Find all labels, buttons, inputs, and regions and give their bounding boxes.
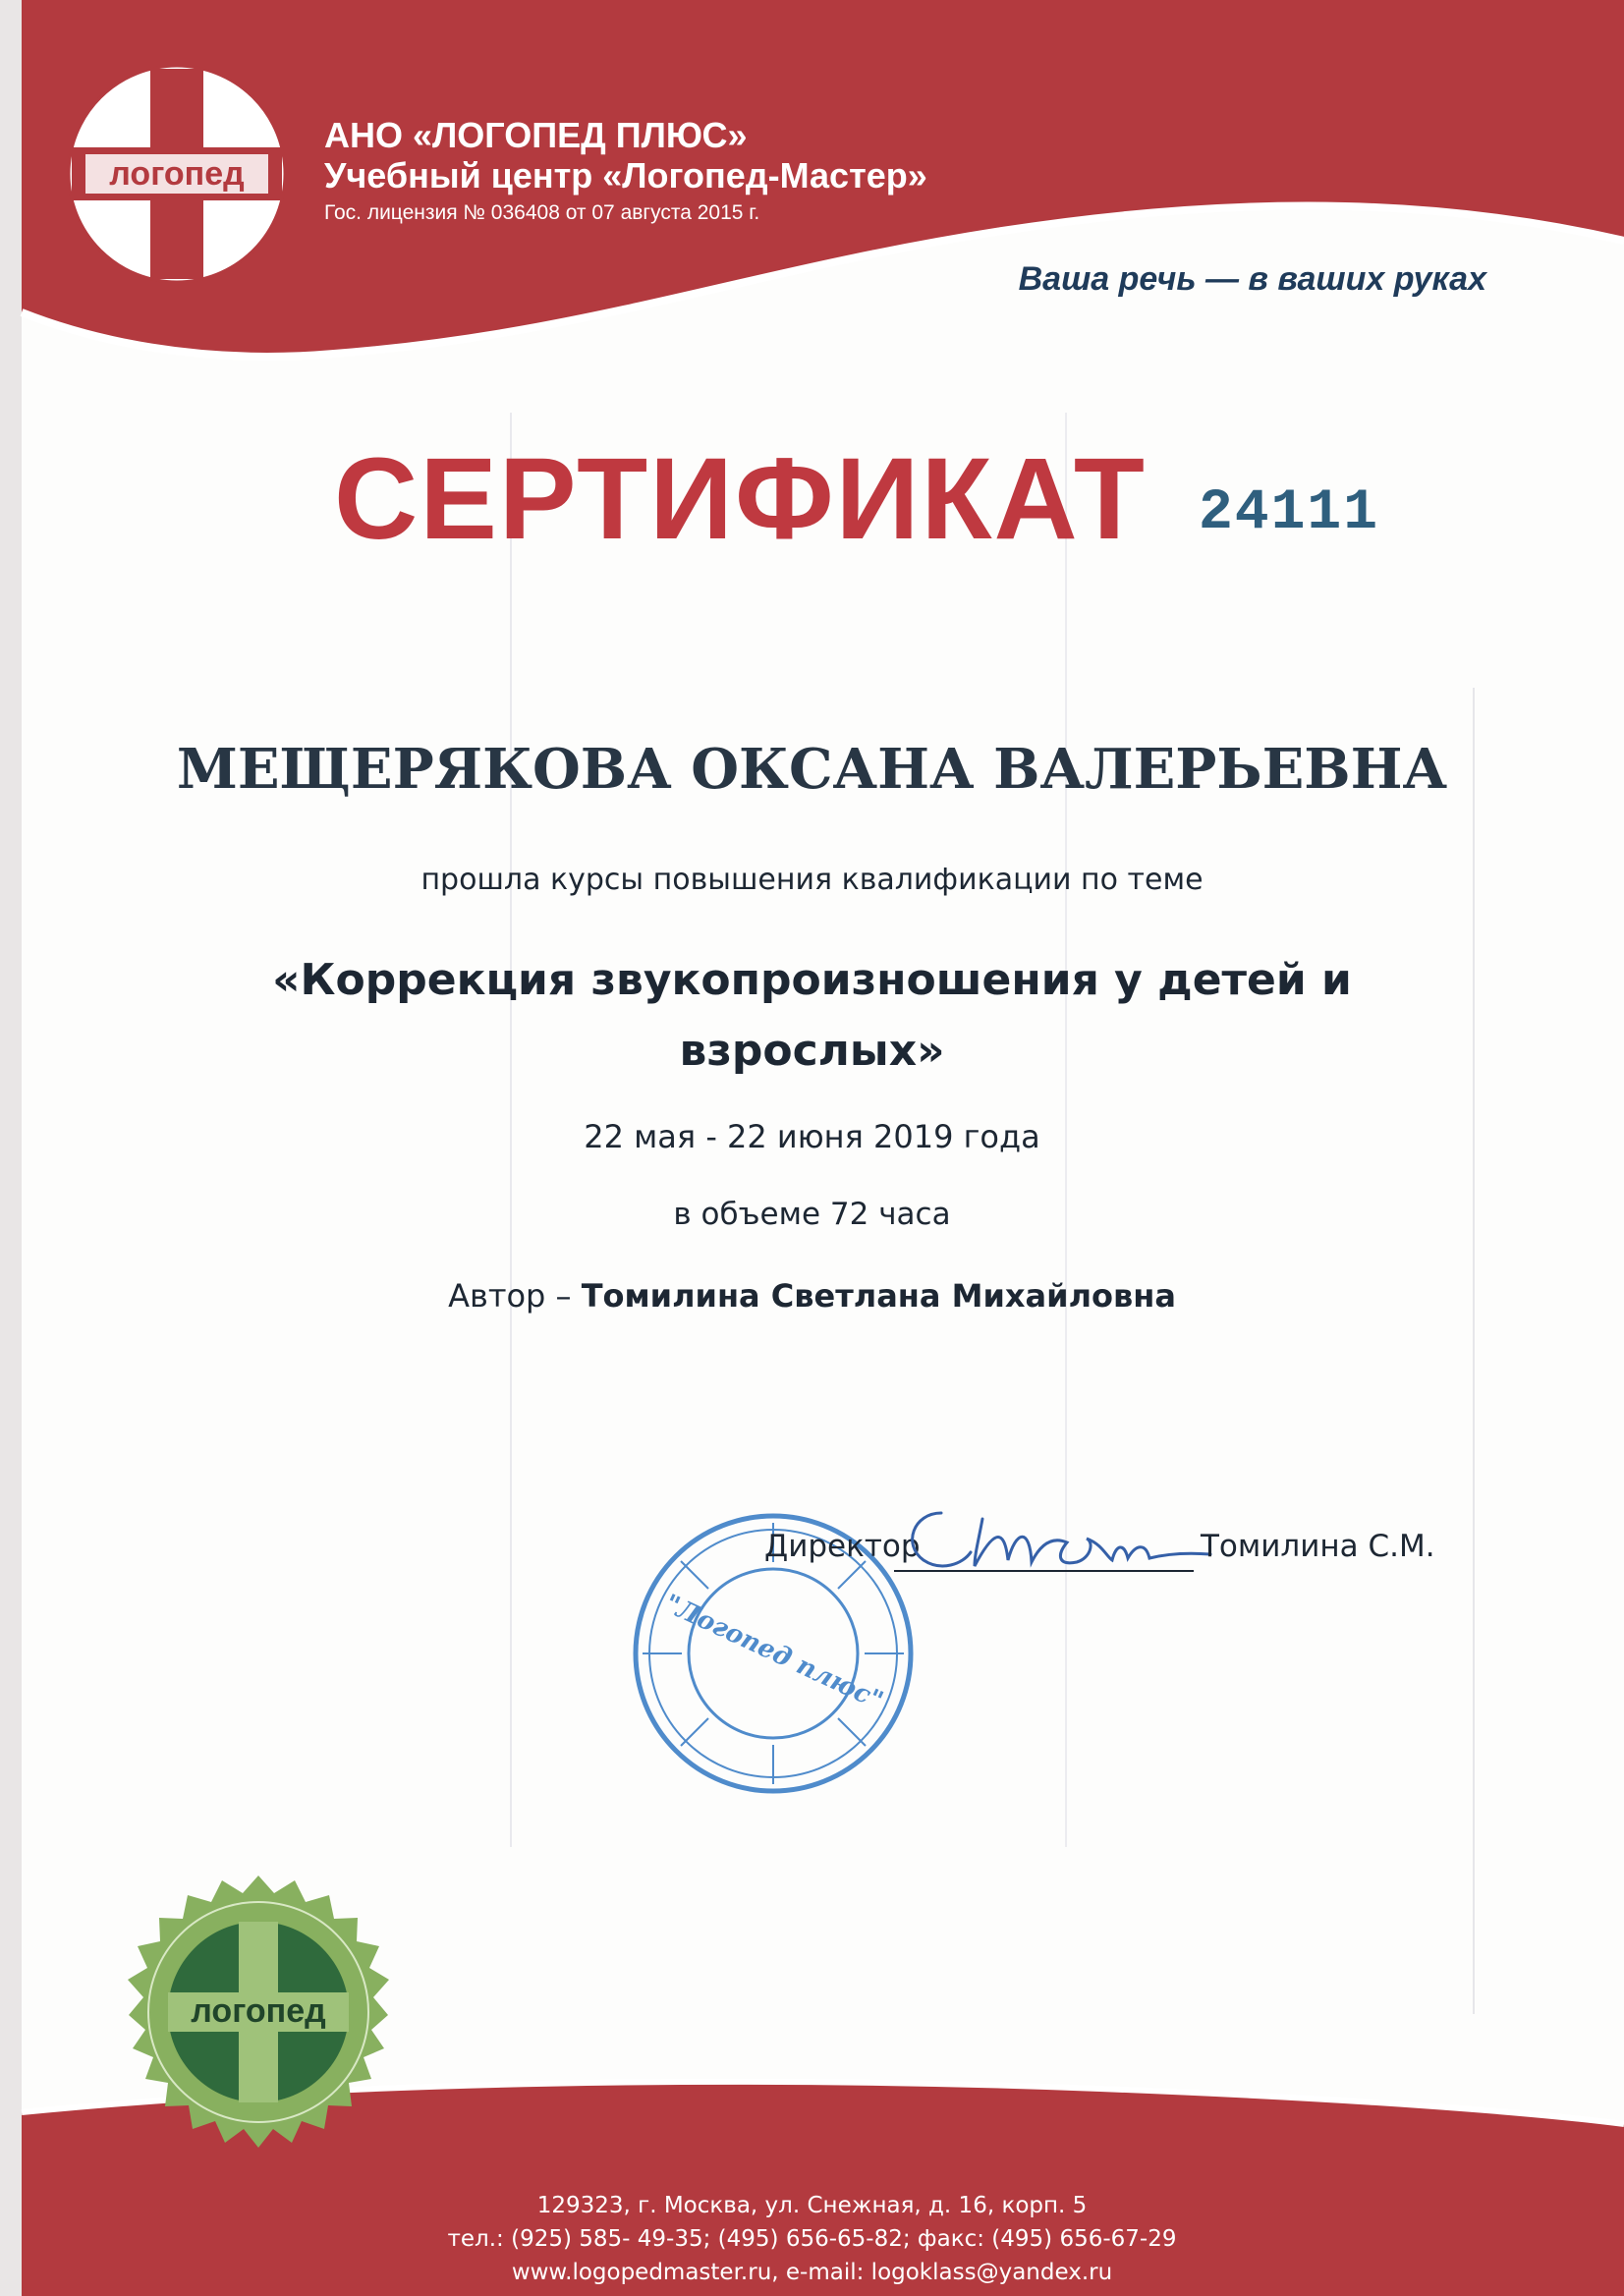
stamp-center-text: "Логопед плюс": [659, 1589, 888, 1716]
logo-icon: [64, 61, 290, 287]
course-title-line-2: взрослых»: [679, 1026, 945, 1076]
footer-web: www.logopedmaster.ru, e-mail: logoklass@yandex.ru: [511, 2260, 1113, 2285]
certificate-title: СЕРТИФИКАТ: [334, 434, 1147, 564]
director-label: Директор: [764, 1529, 921, 1564]
green-seal-icon: [106, 1872, 411, 2176]
signature-icon: [884, 1484, 1218, 1601]
organization-block: [324, 116, 927, 230]
course-dates: 22 мая - 22 июня 2019 года: [584, 1118, 1040, 1155]
footer-phones: тел.: (925) 585- 49-35; (495) 656-65-82; факс: (495) 656-67-29: [447, 2226, 1177, 2252]
intro-text: прошла курсы повышения квалификации по теме: [420, 863, 1204, 897]
course-title-line-1: «Коррекция звукопроизношения у детей и: [272, 955, 1352, 1005]
author-line: [0, 1277, 1624, 1315]
course-title: [0, 945, 1624, 1087]
course-volume: в объеме 72 часа: [673, 1197, 951, 1232]
logo-text: логопед: [109, 155, 245, 193]
director-name: Томилина С.М.: [1201, 1529, 1435, 1564]
certificate-number: 24111: [1199, 481, 1380, 545]
footer-contacts: [0, 2189, 1624, 2289]
seal-text: логопед: [191, 1992, 326, 2030]
author-name: Томилина Светлана Михайловна: [581, 1277, 1176, 1315]
recipient-name: МЕЩЕРЯКОВА ОКСАНА ВАЛЕРЬЕВНА: [176, 737, 1448, 802]
license-text: Гос. лицензия № 036408 от 07 августа 2015 г.: [324, 201, 760, 224]
slogan: Ваша речь — в ваших руках: [1018, 260, 1486, 298]
org-name: АНО «ЛОГОПЕД ПЛЮС»: [324, 115, 748, 155]
author-label: Автор –: [448, 1277, 582, 1315]
training-center-name: Учебный центр «Логопед-Мастер»: [324, 155, 927, 196]
footer-address: 129323, г. Москва, ул. Снежная, д. 16, корп. 5: [536, 2193, 1088, 2218]
